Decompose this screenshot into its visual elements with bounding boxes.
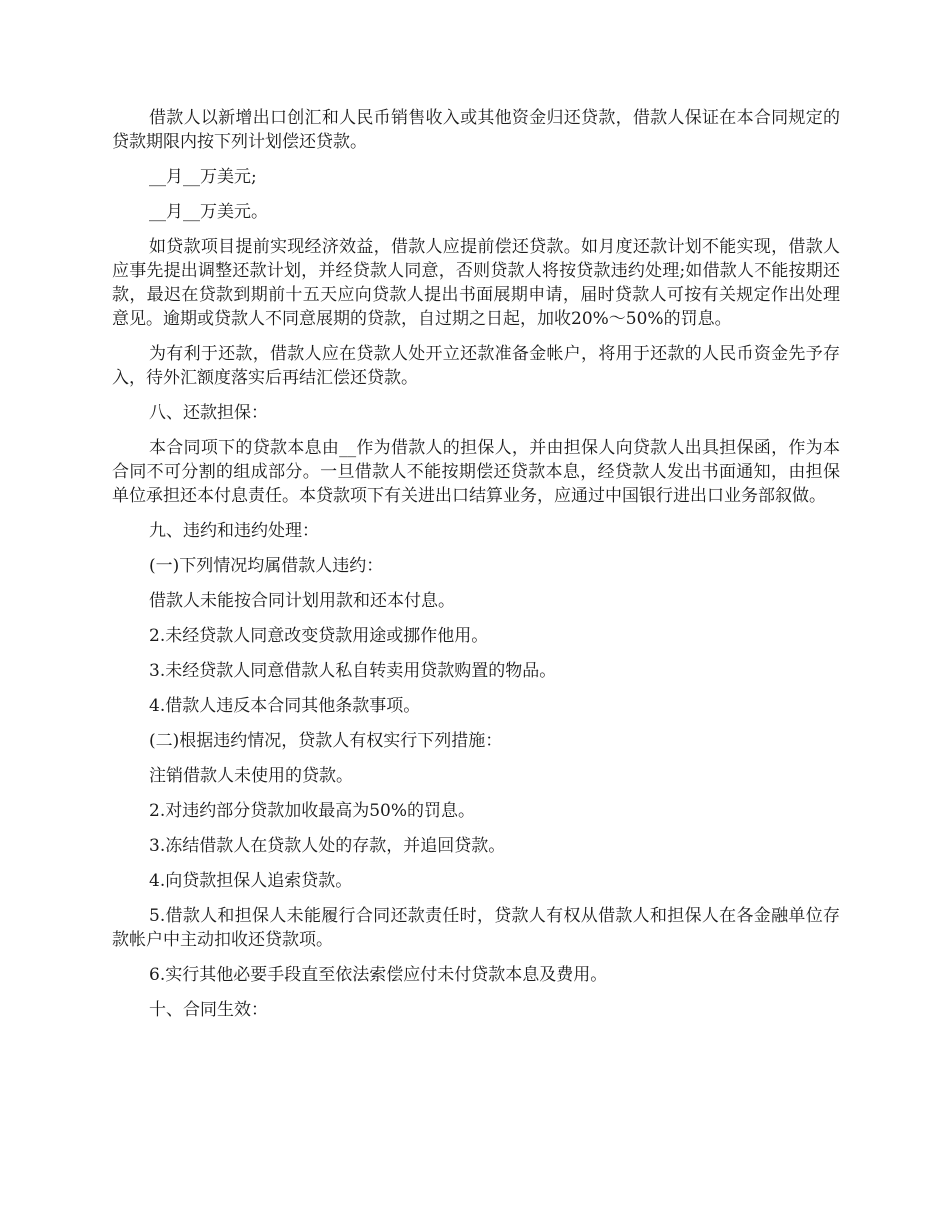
list-item-measure-2: 2.对违约部分贷款加收最高为50%的罚息。 — [149, 801, 476, 821]
list-item-measure-4: 4.向贷款担保人追索贷款。 — [149, 871, 353, 891]
paragraph-schedule-line-1: __月__万美元; — [149, 167, 257, 187]
section-heading-guarantee: 八、还款担保： — [149, 403, 268, 423]
subsection-heading-measures: (二)根据违约情况，贷款人有权实行下列措施： — [149, 731, 503, 751]
list-item-default-3: 3.未经贷款人同意借款人私自转卖用贷款购置的物品。 — [149, 661, 557, 681]
list-item-default-1: 借款人未能按合同计划用款和还本付息。 — [149, 591, 455, 611]
list-item-measure-6: 6.实行其他必要手段直至依法索偿应付未付贷款本息及费用。 — [149, 965, 608, 985]
list-item-measure-5: 5.借款人和担保人未能履行合同还款责任时，贷款人有权从借款人和担保人在各金融单位存款帐户中主动扣收还贷款项。 — [112, 906, 840, 950]
list-item-default-2: 2.未经贷款人同意改变贷款用途或挪作他用。 — [149, 626, 489, 646]
document-page — [112, 106, 840, 1022]
paragraph-reserve-account: 为有利于还款，借款人应在贷款人处开立还款准备金帐户，将用于还款的人民币资金先予存入，待外汇额度落实后再结汇偿还贷款。 — [112, 344, 840, 388]
list-item-measure-1: 注销借款人未使用的贷款。 — [149, 766, 353, 786]
paragraph-early-repayment: 如贷款项目提前实现经济效益，借款人应提前偿还贷款。如月度还款计划不能实现，借款人应事先提出调整还款计划，并经贷款人同意，否则贷款人将按贷款违约处理;如借款人不能按期还款，最迟在贷款到期前十五天应向贷款人提出书面展期申请，届时贷款人可按有关规定作出处理意见。逾期或贷款人不同意展期的贷款，自过期之日起，加收20%～50%的罚息。 — [112, 237, 840, 329]
section-heading-effectiveness: 十、合同生效： — [149, 1000, 268, 1020]
list-item-default-4: 4.借款人违反本合同其他条款事项。 — [149, 696, 421, 716]
section-heading-default: 九、违约和违约处理： — [149, 521, 319, 541]
subsection-heading-default-cases: (一)下列情况均属借款人违约： — [149, 556, 384, 576]
paragraph-repayment-source: 借款人以新增出口创汇和人民币销售收入或其他资金归还贷款，借款人保证在本合同规定的贷款期限内按下列计划偿还贷款。 — [112, 108, 840, 152]
paragraph-guarantee: 本合同项下的贷款本息由__作为借款人的担保人，并由担保人向贷款人出具担保函，作为本合同不可分割的组成部分。一旦借款人不能按期偿还贷款本息，经贷款人发出书面通知，由担保单位承担还本付息责任。本贷款项下有关进出口结算业务，应通过中国银行进出口业务部叙做。 — [112, 438, 840, 506]
paragraph-schedule-line-2: __月__万美元。 — [149, 202, 268, 222]
list-item-measure-3: 3.冻结借款人在贷款人处的存款，并追回贷款。 — [149, 836, 506, 856]
